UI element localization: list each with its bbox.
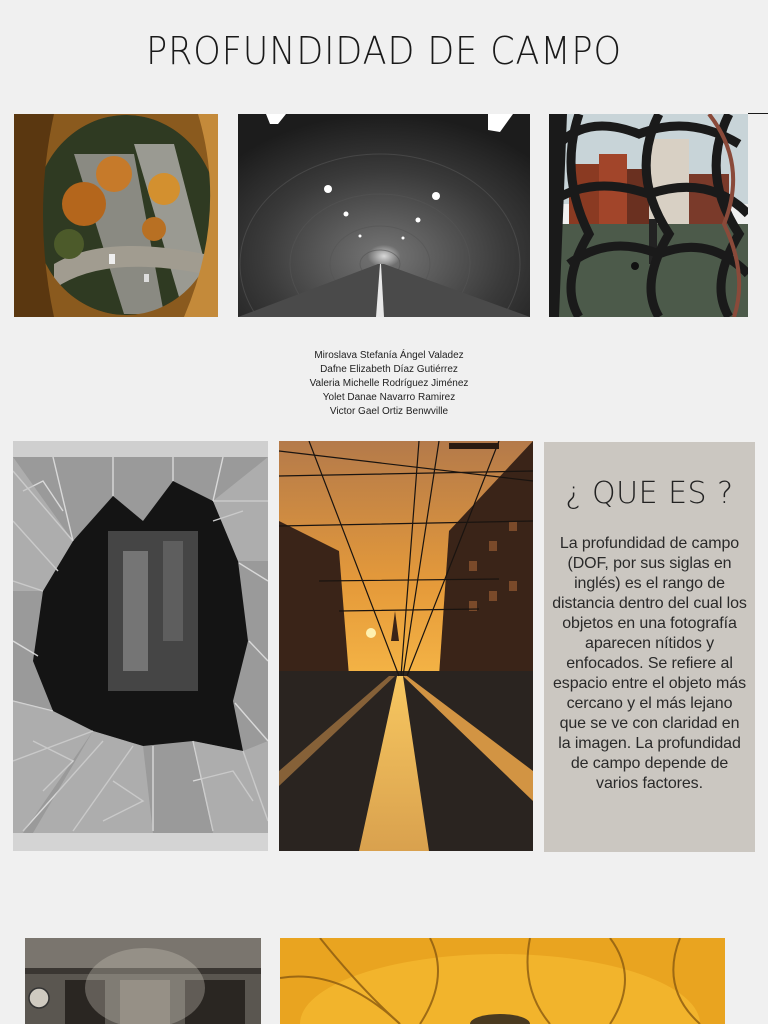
- photo-tram-tracks-sunset: [279, 441, 533, 851]
- page-title: PROFUNDIDAD DE CAMPO: [146, 29, 622, 73]
- photo-building-facade: [25, 938, 261, 1024]
- author-name: Victor Gael Ortiz Benwville: [329, 406, 449, 417]
- author-name: Dafne Elizabeth Díaz Gutiérrez: [320, 364, 458, 375]
- photo-fence-court: [549, 114, 748, 317]
- author-name: Miroslava Stefanía Ángel Valadez: [314, 350, 464, 361]
- authors-list: [284, 349, 494, 419]
- photo-broken-glass: [13, 441, 268, 851]
- info-card: [544, 442, 755, 852]
- author-name: Yolet Danae Navarro Ramirez: [322, 392, 456, 403]
- decorative-line: [748, 113, 768, 114]
- info-heading: ¿ QUE ES ?: [565, 476, 734, 511]
- author-name: Valeria Michelle Rodríguez Jiménez: [309, 378, 469, 389]
- photo-yellow-leaf: [280, 938, 725, 1024]
- photo-tunnel: [238, 114, 530, 317]
- photo-road-through-hole: [14, 114, 218, 317]
- info-body-text: La profundidad de campo (DOF, por sus siglas en inglés) es el rango de distancia dentro del cual los objetos en una fotografía aparecen nítidos y enfocados. Se refiere al espacio entre el objeto más cercano y el más lejano que se ve con claridad en la imagen. La profundidad de campo depende de varios factores.: [552, 535, 747, 792]
